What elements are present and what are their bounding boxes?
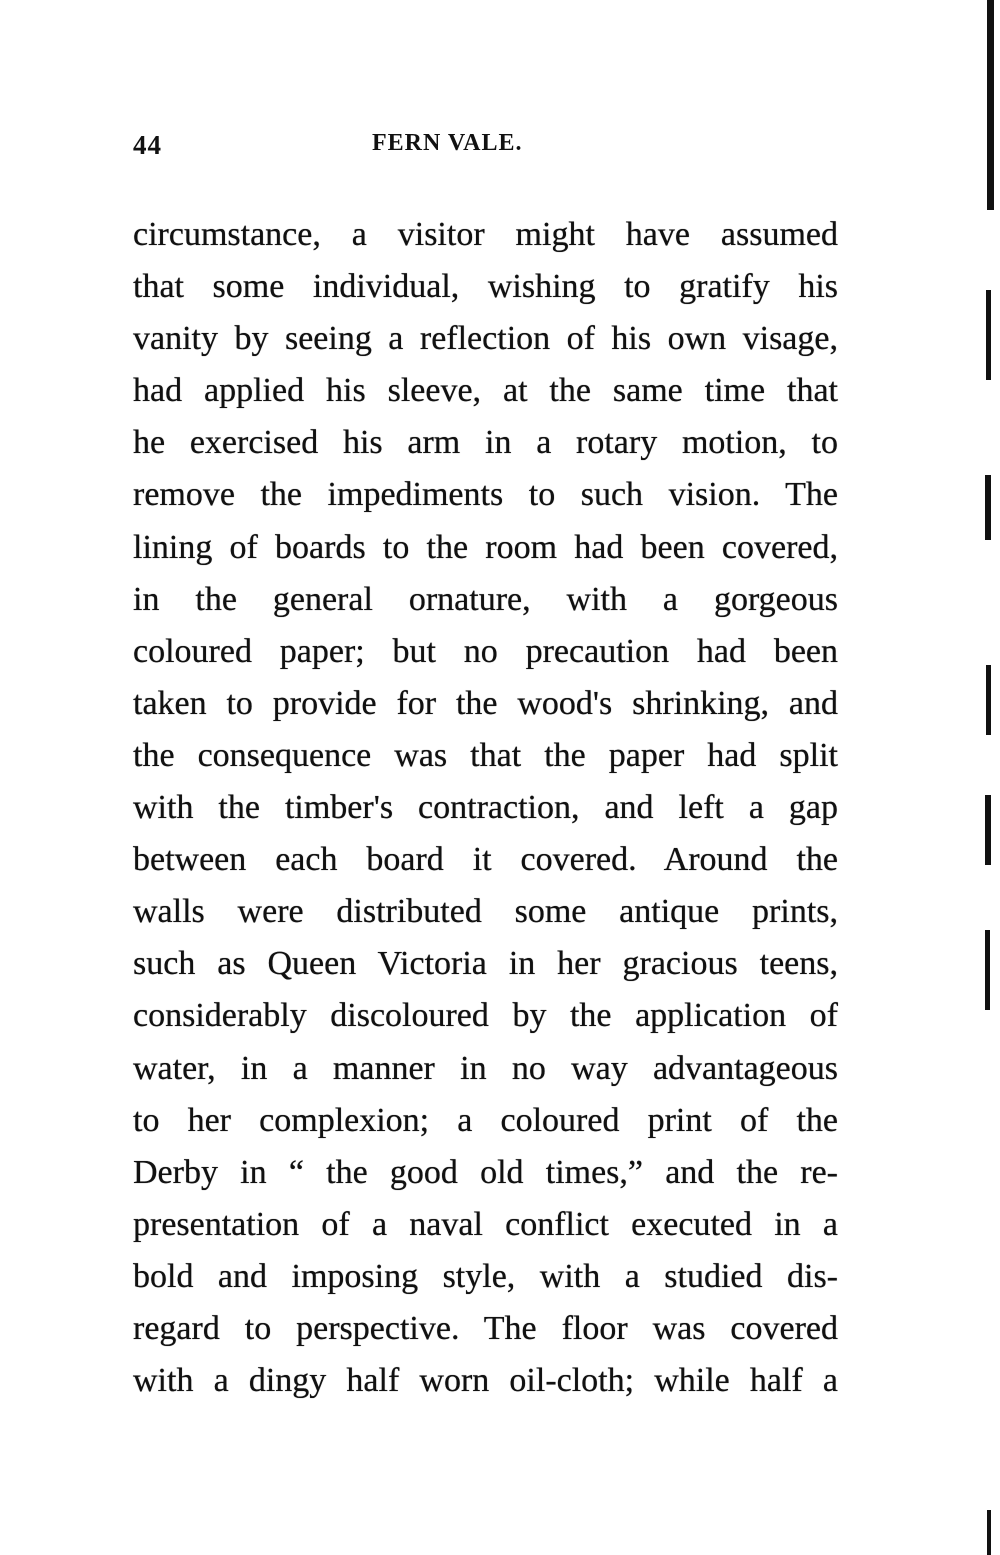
text-line: that some individual, wishing to gratify his — [133, 268, 838, 306]
scan-edge-mark — [986, 290, 991, 380]
body-text — [133, 209, 838, 1407]
text-line: regard to perspective. The floor was covered — [133, 1309, 838, 1347]
text-line: he exercised his arm in a rotary motion, to — [133, 424, 838, 462]
running-title: FERN VALE. — [372, 130, 523, 156]
scan-edge-mark — [987, 0, 994, 210]
text-line: coloured paper; but no precaution had been — [133, 632, 838, 670]
scan-edge-mark — [987, 1510, 991, 1555]
text-line: such as Queen Victoria in her gracious teens, — [133, 945, 838, 983]
text-line: circumstance, a visitor might have assumed — [133, 216, 838, 253]
text-line: bold and imposing style, with a studied dis- — [133, 1257, 838, 1295]
text-line: Derby in “ the good old times,” and the re- — [133, 1153, 838, 1191]
text-line: in the general ornature, with a gorgeous — [133, 580, 838, 618]
text-line: with the timber's contraction, and left a gap — [133, 789, 838, 827]
scan-edge-mark — [985, 475, 991, 540]
page-number: 44 — [133, 130, 162, 160]
text-line: walls were distributed some antique prints, — [133, 893, 838, 931]
text-line: the consequence was that the paper had split — [133, 736, 838, 774]
text-line: with a dingy half worn oil-cloth; while half a — [133, 1362, 838, 1400]
text-line: presentation of a naval conflict executed in a — [133, 1205, 838, 1243]
scan-edge-mark — [985, 930, 990, 1010]
text-line: remove the impediments to such vision. The — [133, 476, 838, 514]
text-line: to her complexion; a coloured print of the — [133, 1101, 838, 1139]
text-line: between each board it covered. Around the — [133, 841, 838, 879]
text-line: considerably discoloured by the application of — [133, 997, 838, 1035]
text-line: taken to provide for the wood's shrinking, and — [133, 684, 838, 722]
scan-edge-mark — [985, 795, 991, 865]
text-line: had applied his sleeve, at the same time that — [133, 372, 838, 410]
text-line: water, in a manner in no way advantageous — [133, 1049, 838, 1087]
scan-edge-mark — [986, 665, 991, 735]
text-line: vanity by seeing a reflection of his own visage, — [133, 320, 838, 358]
text-line: lining of boards to the room had been covered, — [133, 528, 838, 566]
